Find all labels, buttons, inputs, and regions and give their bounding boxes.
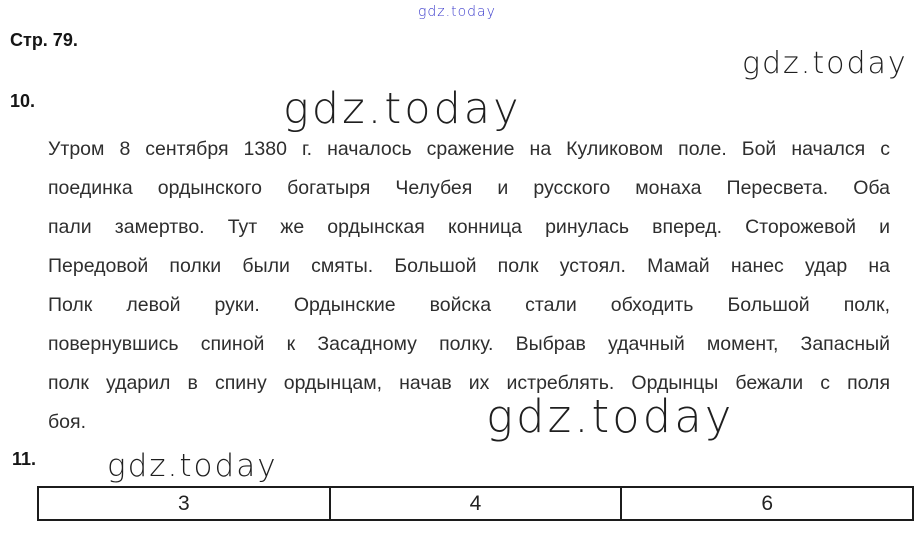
table-cell: 6 (621, 487, 913, 520)
gdz-today-watermark-large-bottom: gdz.today (486, 390, 735, 443)
paragraph-line: боя. (48, 411, 86, 433)
table-cell: 4 (330, 487, 622, 520)
gdz-today-watermark-top-right: gdz.today (742, 46, 908, 81)
gdz-today-watermark-above-table: gdz.today (107, 448, 278, 484)
page-title: Стр. 79. (10, 30, 78, 50)
task-number-10: 10. (10, 91, 36, 111)
paragraph-line: Утром 8 сентября 1380 г. началось сражение на Куликовом поле. Бой начался с (48, 138, 890, 160)
gdz-today-watermark-large-mid: gdz.today (283, 84, 522, 134)
task-number-11: 11. (12, 449, 37, 469)
paragraph-line: Полк левой руки. Ордынские войска стали обходить Большой полк, (48, 294, 890, 316)
paragraph-line: полк ударил в спину ордынцам, начав их истреблять. Ордынцы бежали с поля (48, 372, 890, 394)
paragraph-line: поединка ордынского богатыря Челубея и русского монаха Пересвета. Оба (48, 177, 890, 199)
answer-paragraph (48, 130, 890, 442)
paragraph-line: повернувшись спиной к Засадному полку. Выбрав удачный момент, Запасный (48, 333, 890, 355)
paragraph-line: Передовой полки были смяты. Большой полк устоял. Мамай нанес удар на (48, 255, 890, 277)
answer-table (37, 486, 914, 521)
table-row (38, 487, 913, 520)
paragraph-line: пали замертво. Тут же ордынская конница ринулась вперед. Сторожевой и (48, 216, 890, 238)
table-cell: 3 (38, 487, 330, 520)
gdz-today-link-watermark[interactable]: gdz.today (418, 4, 496, 20)
